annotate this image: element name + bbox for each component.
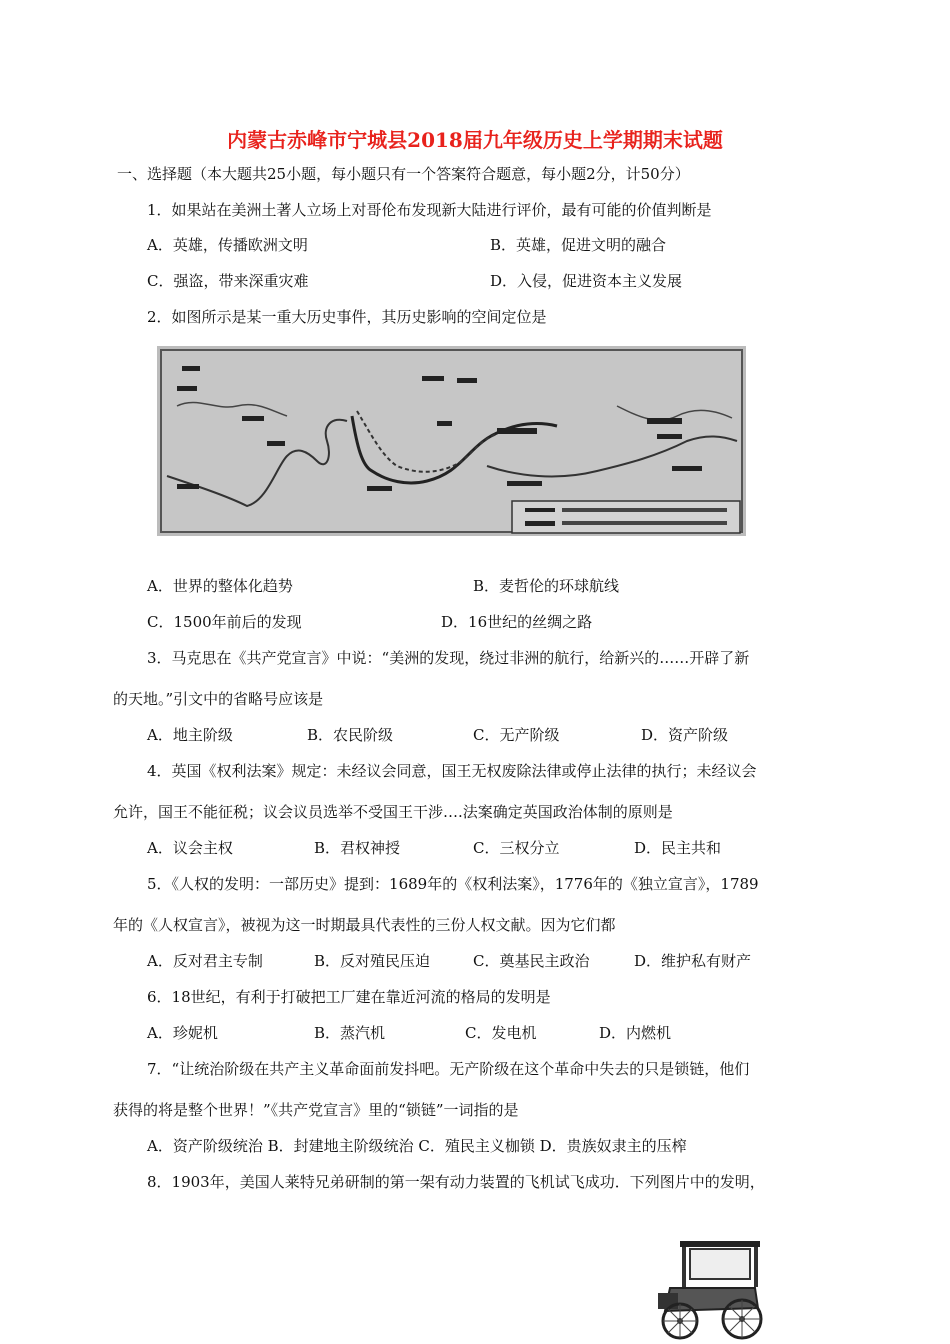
- q4-stem-line2: 允许，国王不能征税；议会议员选举不受国王干涉….法案确定英国政治体制的原则是: [113, 803, 673, 821]
- q5-option-d: D．维护私有财产: [634, 952, 752, 970]
- route-map-image: [157, 346, 746, 536]
- q4-stem-line1: 4．英国《权利法案》规定：未经议会同意，国王无权废除法律或停止法律的执行；未经议会: [147, 762, 757, 780]
- q1-stem: 1．如果站在美洲土著人立场上对哥伦布发现新大陆进行评价，最有可能的价值判断是: [147, 201, 712, 219]
- q5-stem-line1: 5．《人权的发明：一部历史》提到：1689年的《权利法案》，1776年的《独立宣言》，1789: [147, 875, 759, 893]
- q7-stem-line1: 7．“让统治阶级在共产主义革命面前发抖吧。无产阶级在这个革命中失去的只是锁链，他们: [147, 1060, 750, 1078]
- q2-option-b: B．麦哲伦的环球航线: [473, 577, 620, 595]
- q6-stem: 6．18世纪，有利于打破把工厂建在靠近河流的格局的发明是: [147, 988, 551, 1006]
- q4-option-a: A．议会主权: [147, 839, 233, 857]
- q5-option-c: C．奠基民主政治: [473, 952, 590, 970]
- vintage-car-image: [650, 1233, 770, 1344]
- q4-option-d: D．民主共和: [634, 839, 722, 857]
- q3-option-c: C．无产阶级: [473, 726, 560, 744]
- q3-stem-line1: 3．马克思在《共产党宣言》中说：“美洲的发现，绕过非洲的航行，给新兴的……开辟了新: [147, 649, 750, 667]
- q2-option-c: C．1500年前后的发现: [147, 613, 302, 631]
- q6-option-c: C．发电机: [465, 1024, 537, 1042]
- q2-stem: 2．如图所示是某一重大历史事件，其历史影响的空间定位是: [147, 308, 547, 326]
- q6-option-d: D．内燃机: [599, 1024, 672, 1042]
- section-heading: 一、选择题（本大题共25小题，每小题只有一个答案符合题意，每小题2分，计50分）: [117, 165, 690, 183]
- q5-option-a: A．反对君主专制: [147, 952, 263, 970]
- page-title: 内蒙古赤峰市宁城县2018届九年级历史上学期期末试题: [227, 128, 723, 152]
- q2-option-d: D．16世纪的丝绸之路: [441, 613, 593, 631]
- q1-option-b: B．英雄，促进文明的融合: [490, 236, 667, 254]
- q1-option-c: C．强盗，带来深重灾难: [147, 272, 309, 290]
- q7-options: A．资产阶级统治 B．封建地主阶级统治 C．殖民主义枷锁 D．贵族奴隶主的压榨: [147, 1137, 687, 1155]
- q4-option-b: B．君权神授: [314, 839, 401, 857]
- q6-option-b: B．蒸汽机: [314, 1024, 386, 1042]
- q3-option-d: D．资产阶级: [641, 726, 729, 744]
- q1-option-a: A．英雄，传播欧洲文明: [147, 236, 308, 254]
- q1-option-d: D．入侵，促进资本主义发展: [490, 272, 683, 290]
- q6-option-a: A．珍妮机: [147, 1024, 218, 1042]
- q5-option-b: B．反对殖民压迫: [314, 952, 431, 970]
- q3-option-b: B．农民阶级: [307, 726, 394, 744]
- q5-stem-line2: 年的《人权宣言》，被视为这一时期最具代表性的三份人权文献。因为它们都: [113, 916, 616, 934]
- q3-option-a: A．地主阶级: [147, 726, 233, 744]
- q3-stem-line2: 的天地。”引文中的省略号应该是: [113, 690, 324, 708]
- q2-option-a: A．世界的整体化趋势: [147, 577, 293, 595]
- q4-option-c: C．三权分立: [473, 839, 560, 857]
- q7-stem-line2: 获得的将是整个世界！”《共产党宣言》里的“锁链”一词指的是: [113, 1101, 519, 1119]
- q8-stem: 8．1903年，美国人莱特兄弟研制的第一架有动力装置的飞机试飞成功．下列图片中的发明，: [147, 1173, 765, 1191]
